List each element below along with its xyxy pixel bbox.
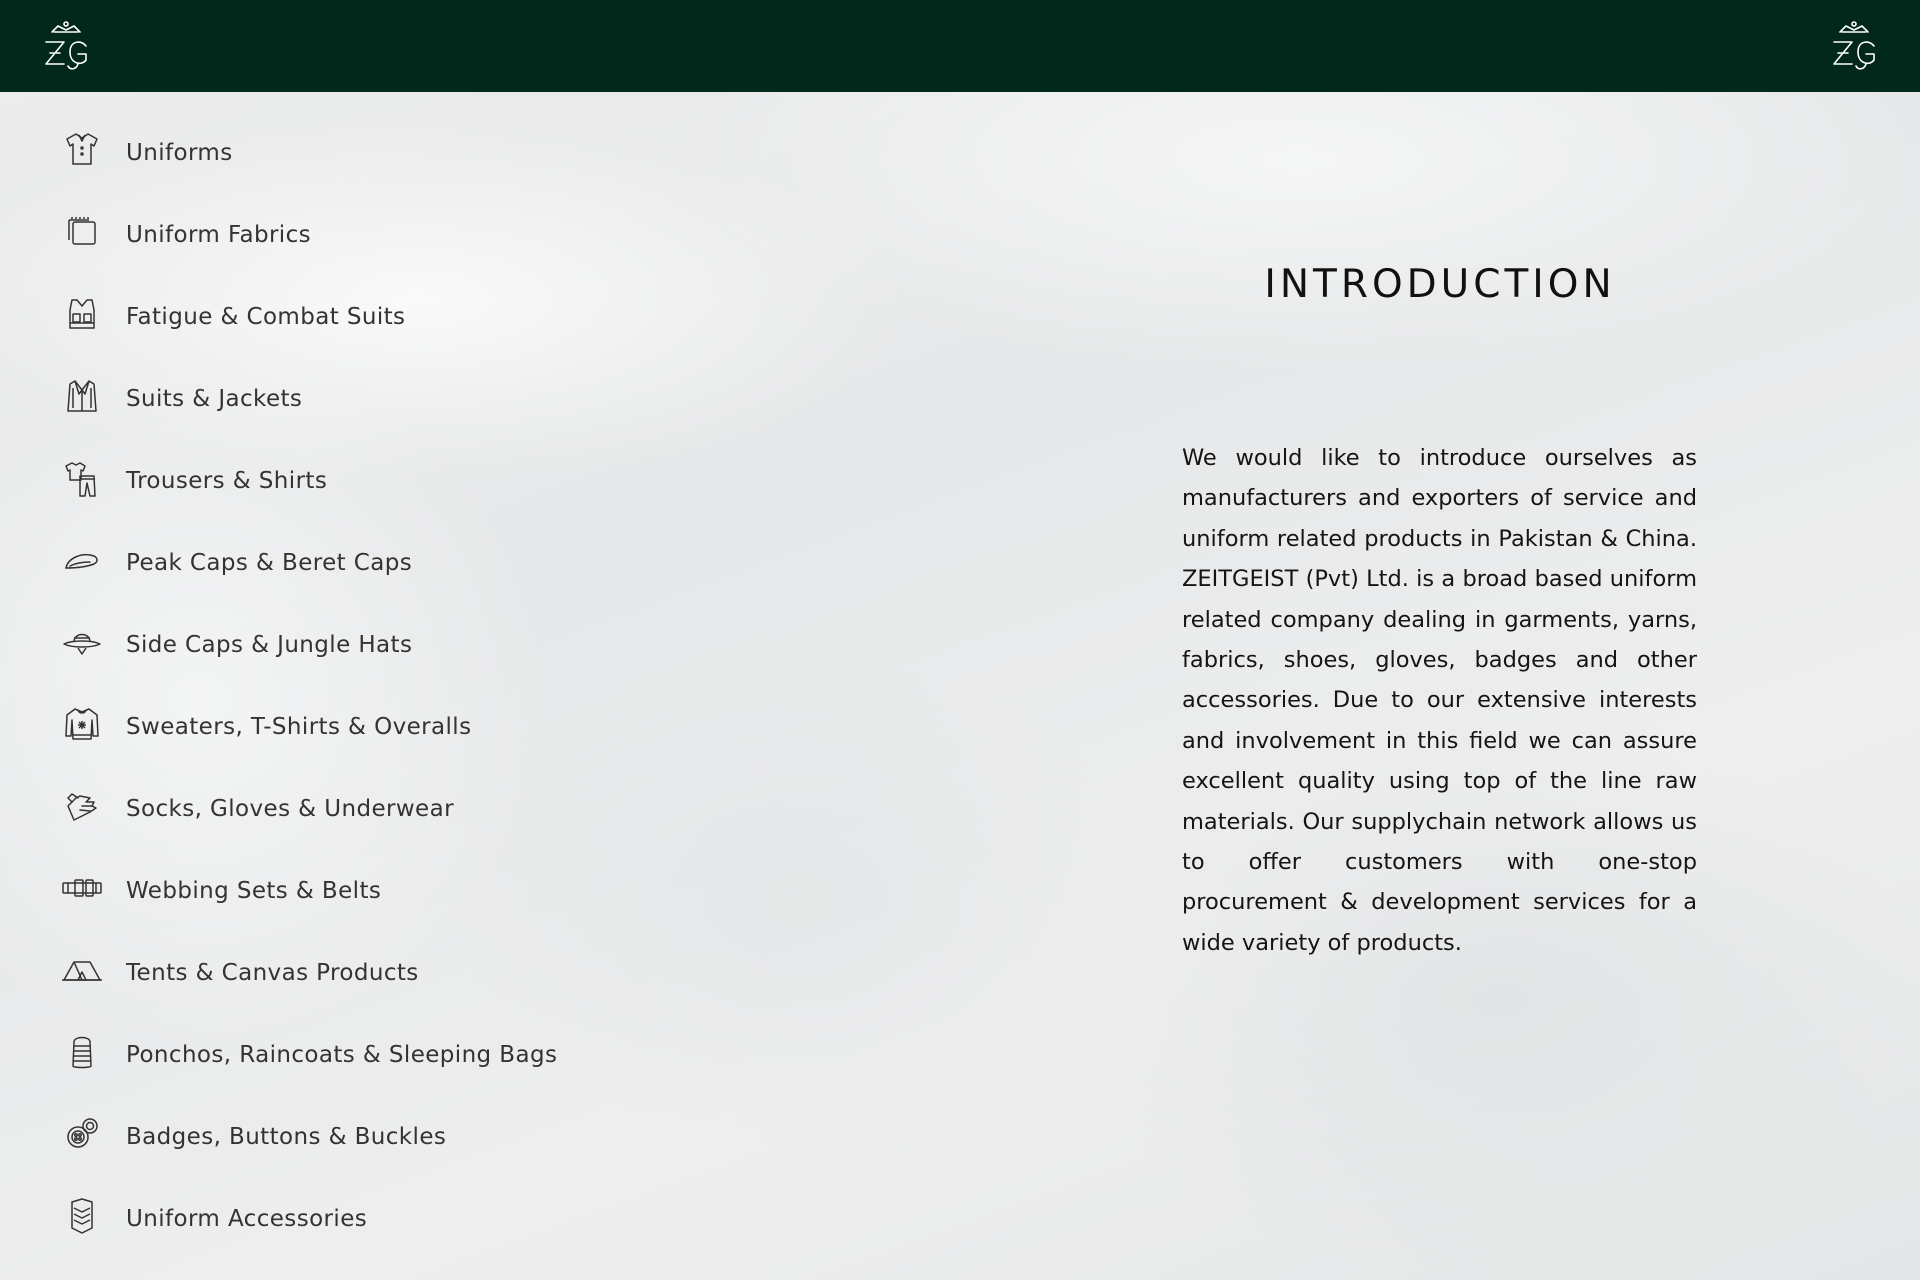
category-label: Uniform Accessories bbox=[126, 1206, 368, 1232]
category-item-trousers-shirts[interactable] bbox=[60, 456, 760, 538]
category-item-uniform-fabrics[interactable] bbox=[60, 210, 760, 292]
intro-title: INTRODUCTION bbox=[1264, 262, 1616, 307]
category-item-tents-canvas-products[interactable] bbox=[60, 948, 760, 1030]
jacket-icon bbox=[60, 374, 104, 418]
category-label: Socks, Gloves & Underwear bbox=[126, 796, 454, 822]
category-label: Uniform Fabrics bbox=[126, 222, 312, 248]
category-item-socks-gloves-underwear[interactable] bbox=[60, 784, 760, 866]
zg-logo-left[interactable] bbox=[38, 18, 94, 74]
category-item-uniform-accessories[interactable] bbox=[60, 1194, 760, 1276]
category-item-fatigue-combat-suits[interactable] bbox=[60, 292, 760, 374]
category-label: Side Caps & Jungle Hats bbox=[126, 632, 413, 658]
category-label: Sweaters, T-Shirts & Overalls bbox=[126, 714, 472, 740]
gloves-icon bbox=[60, 784, 104, 828]
category-label: Badges, Buttons & Buckles bbox=[126, 1124, 447, 1150]
sweater-icon bbox=[60, 702, 104, 746]
category-item-peak-caps-beret-caps[interactable] bbox=[60, 538, 760, 620]
category-item-side-caps-jungle-hats[interactable] bbox=[60, 620, 760, 702]
jungle-hat-icon bbox=[60, 620, 104, 664]
category-item-badges-buttons-buckles[interactable] bbox=[60, 1112, 760, 1194]
category-item-suits-jackets[interactable] bbox=[60, 374, 760, 456]
vest-icon bbox=[60, 292, 104, 336]
chevron-badge-icon bbox=[60, 1194, 104, 1238]
shirt-icon bbox=[60, 128, 104, 172]
category-label: Uniforms bbox=[126, 140, 233, 166]
category-label: Peak Caps & Beret Caps bbox=[126, 550, 413, 576]
category-item-sweaters-tshirts-overalls[interactable] bbox=[60, 702, 760, 784]
fabric-icon bbox=[60, 210, 104, 254]
category-item-webbing-sets-belts[interactable] bbox=[60, 866, 760, 948]
category-label: Webbing Sets & Belts bbox=[126, 878, 382, 904]
beret-icon bbox=[60, 538, 104, 582]
category-label: Suits & Jackets bbox=[126, 386, 303, 412]
category-item-uniforms[interactable] bbox=[60, 128, 760, 210]
category-label: Tents & Canvas Products bbox=[126, 960, 419, 986]
sleeping-bag-icon bbox=[60, 1030, 104, 1074]
button-icon bbox=[60, 1112, 104, 1156]
category-item-ponchos-raincoats-sleeping-bags[interactable] bbox=[60, 1030, 760, 1112]
zg-logo-right[interactable] bbox=[1826, 18, 1882, 74]
trousers-shirt-icon bbox=[60, 456, 104, 500]
category-label: Trousers & Shirts bbox=[126, 468, 328, 494]
top-bar bbox=[0, 0, 1920, 92]
product-category-list bbox=[60, 128, 760, 1276]
category-label: Ponchos, Raincoats & Sleeping Bags bbox=[126, 1042, 558, 1068]
category-label: Fatigue & Combat Suits bbox=[126, 304, 406, 330]
tent-icon bbox=[60, 948, 104, 992]
intro-body: We would like to introduce ourselves as manufacturers and exporters of service and uniform related products in Pakistan & China. ZEITGEIST (Pvt) Ltd. is a broad based uniform related company dealing in garments, yarns, fabrics, shoes, gloves, badges and other accessories. Due to our extensive interests and involvement in this field we can assure excellent quality using top of the line raw materials. Our supplychain network allows us to offer customers with one-stop procurement & development services for a wide variety of products. bbox=[1182, 445, 1697, 956]
belt-icon bbox=[60, 866, 104, 910]
